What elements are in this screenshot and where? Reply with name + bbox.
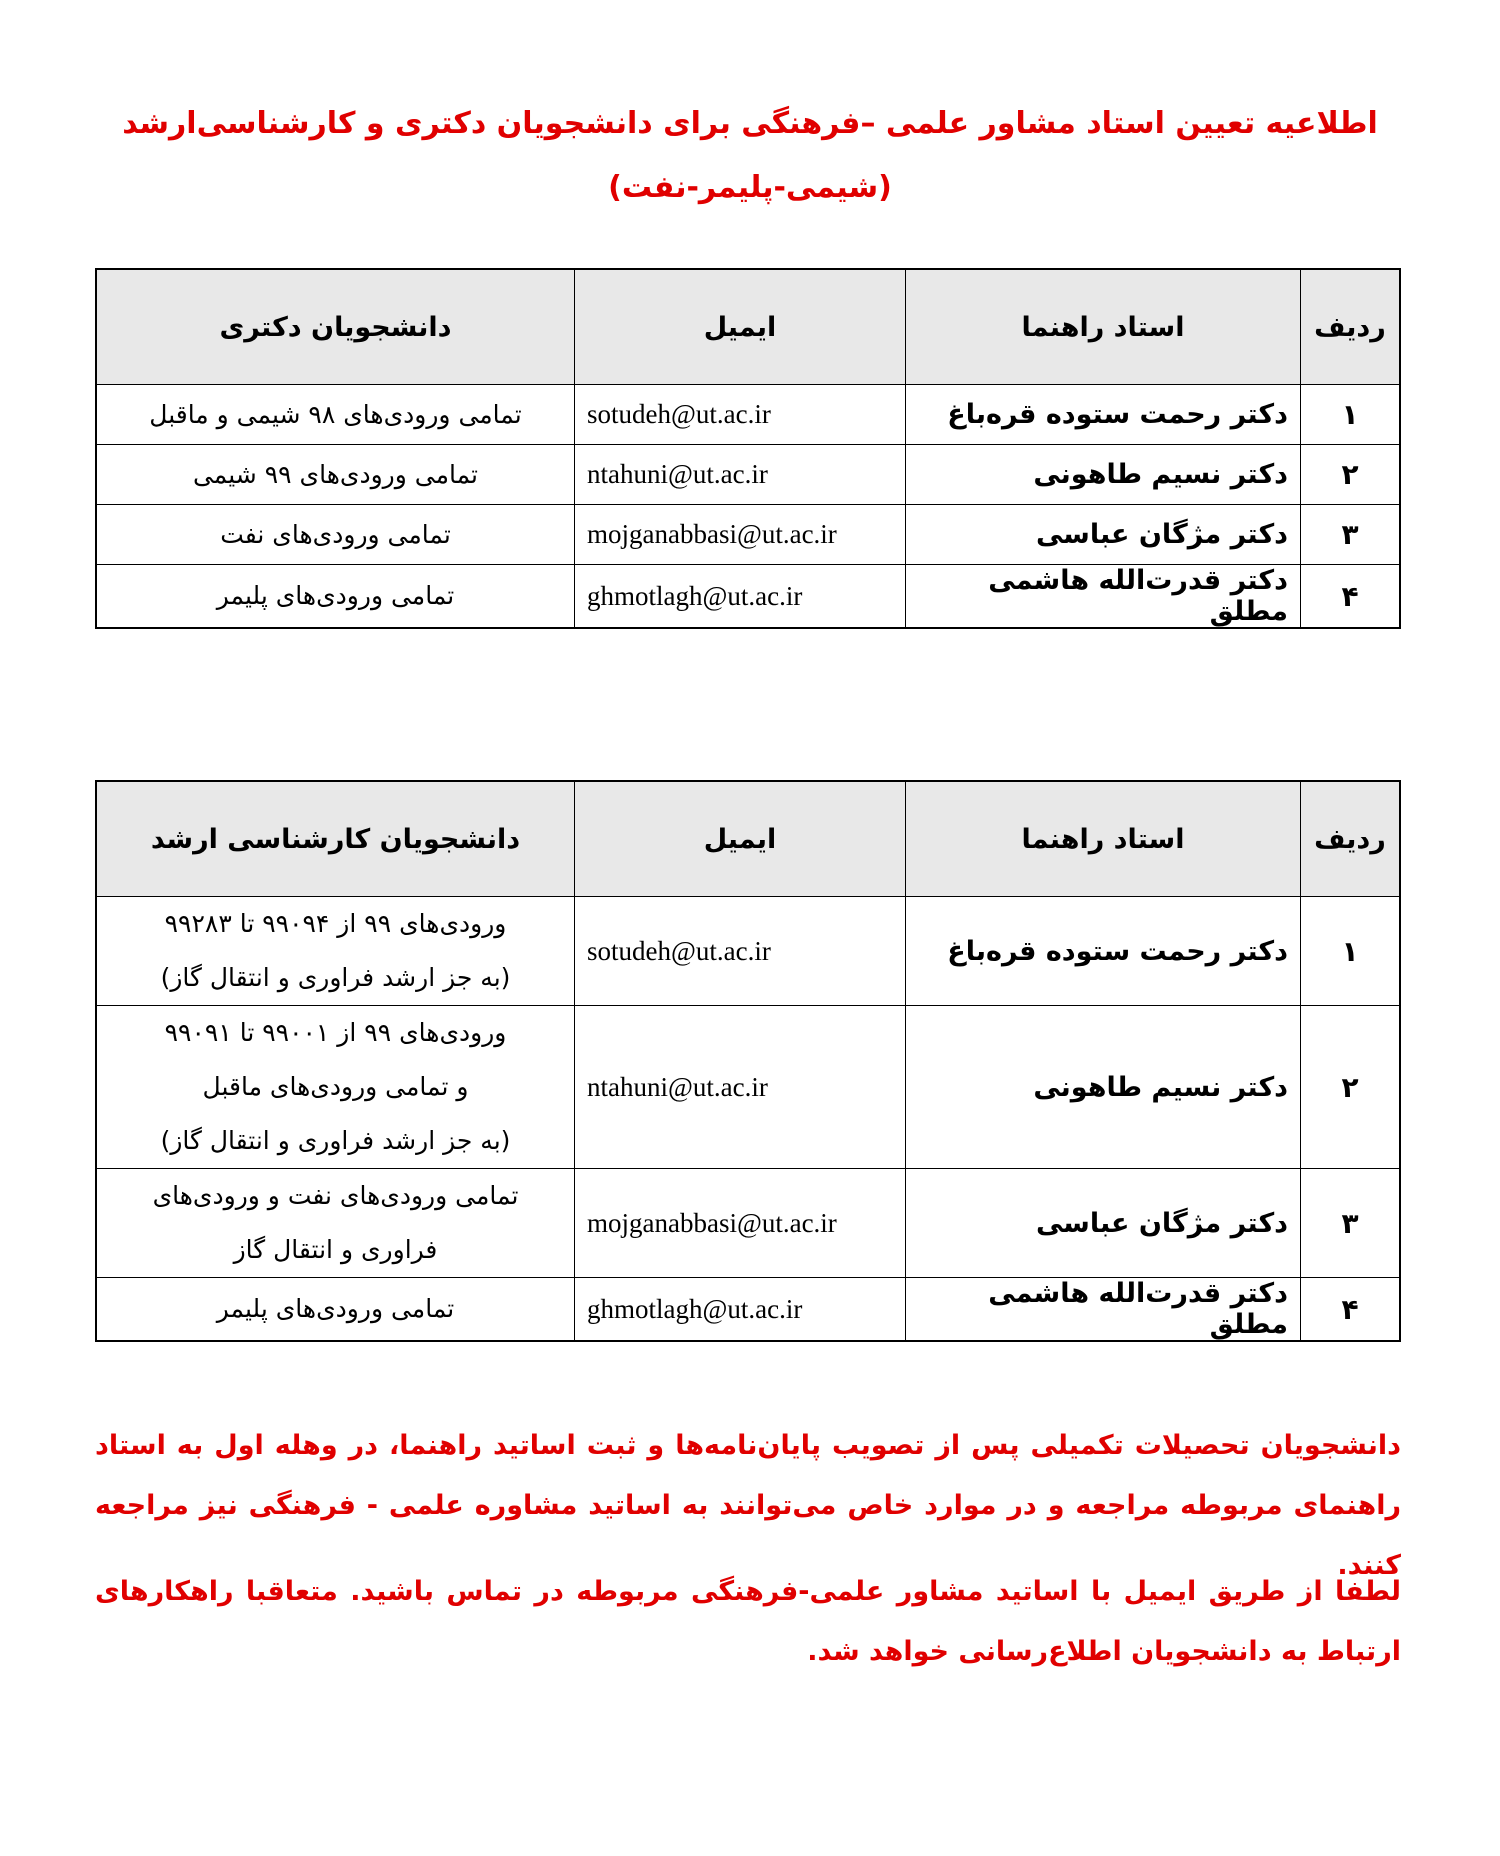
email-cell: sotudeh@ut.ac.ir (575, 385, 906, 445)
email-cell: ghmotlagh@ut.ac.ir (575, 1278, 906, 1342)
advisor-name-cell: دکتر نسیم طاهونی (906, 1006, 1301, 1169)
students-line: ورودی‌های ۹۹ از ۹۹۰۹۴ تا ۹۹۲۸۳ (164, 909, 507, 938)
email-cell: mojganabbasi@ut.ac.ir (575, 505, 906, 565)
table-header-row (96, 269, 1400, 385)
email-cell: mojganabbasi@ut.ac.ir (575, 1169, 906, 1278)
students-cell (96, 1278, 575, 1342)
students-cell (96, 897, 575, 1006)
students-line: تمامی ورودی‌های نفت و ورودی‌های (152, 1181, 519, 1210)
header-email: ایمیل (575, 269, 906, 385)
students-cell (96, 445, 575, 505)
row-number-cell: ۳ (1301, 1169, 1401, 1278)
row-number-cell: ۱ (1301, 385, 1401, 445)
table-header-row (96, 781, 1400, 897)
students-line: تمامی ورودی‌های پلیمر (216, 1294, 455, 1323)
advisor-name-cell: دکتر قدرت‌الله هاشمی مطلق (906, 565, 1301, 629)
row-number-cell: ۲ (1301, 445, 1401, 505)
students-cell (96, 1169, 575, 1278)
advisor-name-cell: دکتر نسیم طاهونی (906, 445, 1301, 505)
advisor-name-cell: دکتر رحمت ستوده قره‌باغ (906, 897, 1301, 1006)
note-paragraph-1: دانشجویان تحصیلات تکمیلی پس از تصویب پایان‌نامه‌ها و ثبت اساتید راهنما، در وهله اول به استاد راهنمای مربوطه مراجعه و در موارد خاص می‌توانند به اساتید مشاوره علمی - فرهنگی نیز مراجعه کنند. (95, 1430, 1401, 1581)
advisor-name-cell: دکتر رحمت ستوده قره‌باغ (906, 385, 1301, 445)
students-line: تمامی ورودی‌های پلیمر (216, 581, 455, 610)
header-row-number: ردیف (1301, 781, 1401, 897)
header-email: ایمیل (575, 781, 906, 897)
students-line: تمامی ورودی‌های ۹۹ شیمی (192, 459, 479, 489)
students-line: (به جز ارشد فراوری و انتقال گاز) (160, 1126, 511, 1155)
advisor-name-cell: دکتر مژگان عباسی (906, 1169, 1301, 1278)
msc-advisors-table (95, 780, 1401, 1342)
header-advisor: استاد راهنما (906, 269, 1301, 385)
email-cell: ntahuni@ut.ac.ir (575, 1006, 906, 1169)
header-row-number: ردیف (1301, 269, 1401, 385)
students-line: و تمامی ورودی‌های ماقبل (202, 1072, 469, 1101)
advisor-name-cell: دکتر مژگان عباسی (906, 505, 1301, 565)
students-cell (96, 385, 575, 445)
email-cell: sotudeh@ut.ac.ir (575, 897, 906, 1006)
students-line: ورودی‌های ۹۹ از ۹۹۰۰۱ تا ۹۹۰۹۱ (164, 1018, 507, 1047)
page-title: اطلاعیه تعیین استاد مشاور علمی –فرهنگی برای دانشجویان دکتری و کارشناسی‌ارشد (122, 106, 1378, 141)
table-row (96, 1006, 1400, 1169)
note-paragraph-2: لطفا از طریق ایمیل با اساتید مشاور علمی-فرهنگی مربوطه در تماس باشید. متعاقبا راهکارهای ارتباط به دانشجویان اطلاع‌رسانی خواهد شد. (95, 1576, 1401, 1667)
row-number-cell: ۴ (1301, 1278, 1401, 1342)
header-students: دانشجویان کارشناسی ارشد (96, 781, 575, 897)
header-advisor: استاد راهنما (906, 781, 1301, 897)
row-number-cell: ۳ (1301, 505, 1401, 565)
students-cell (96, 1006, 575, 1169)
phd-advisors-table (95, 268, 1401, 629)
table-row (96, 1169, 1400, 1278)
email-cell: ntahuni@ut.ac.ir (575, 445, 906, 505)
students-line: فراوری و انتقال گاز (233, 1235, 438, 1264)
table-row (96, 897, 1400, 1006)
row-number-cell: ۱ (1301, 897, 1401, 1006)
students-line: (به جز ارشد فراوری و انتقال گاز) (160, 963, 511, 992)
table-row (96, 505, 1400, 565)
students-cell (96, 565, 575, 629)
table-row (96, 445, 1400, 505)
page-subtitle: (شیمی-پلیمر-نفت) (608, 170, 892, 205)
students-line: تمامی ورودی‌های نفت (220, 519, 451, 549)
table-row (96, 385, 1400, 445)
row-number-cell: ۲ (1301, 1006, 1401, 1169)
table-row (96, 565, 1400, 629)
table-row (96, 1278, 1400, 1342)
header-students: دانشجویان دکتری (96, 269, 575, 385)
row-number-cell: ۴ (1301, 565, 1401, 629)
students-line: تمامی ورودی‌های ۹۸ شیمی و ماقبل (149, 399, 522, 429)
email-cell: ghmotlagh@ut.ac.ir (575, 565, 906, 629)
advisor-name-cell: دکتر قدرت‌الله هاشمی مطلق (906, 1278, 1301, 1342)
students-cell (96, 505, 575, 565)
